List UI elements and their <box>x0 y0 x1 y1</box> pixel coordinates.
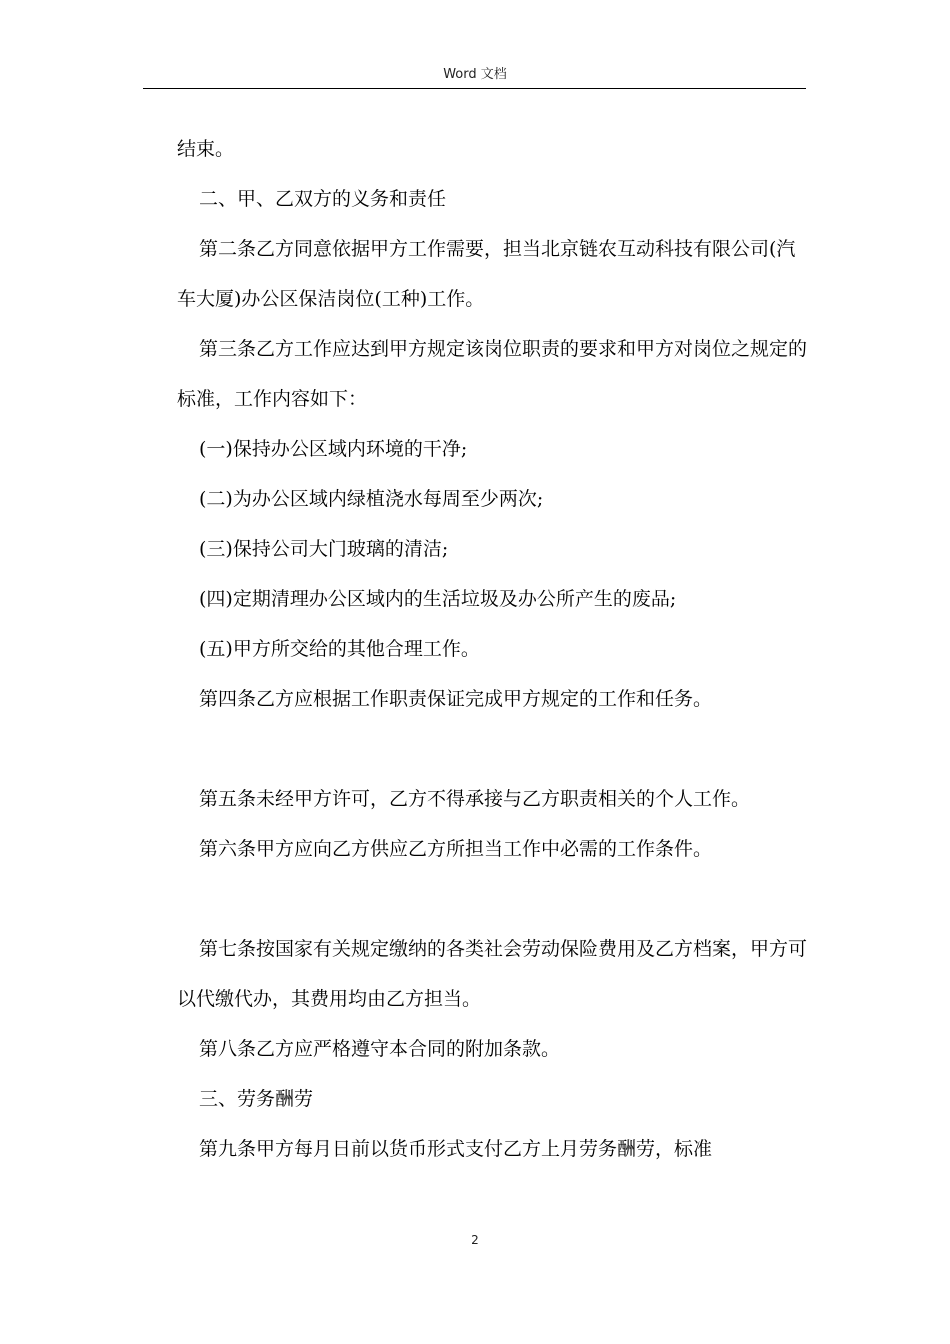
paragraph: 结束。 <box>177 138 235 160</box>
section-heading: 三、劳务酬劳 <box>199 1088 314 1110</box>
page-header: Word 文档 <box>443 67 507 82</box>
paragraph: 第二条乙方同意依据甲方工作需要，担当北京链农互动科技有限公司(汽车大厦)办公区保洁岗位(工种)工作。 <box>177 238 796 310</box>
list-item: (一)保持办公区域内环境的干净; <box>199 438 468 460</box>
paragraph: 第七条按国家有关规定缴纳的各类社会劳动保险费用及乙方档案，甲方可以代缴代办，其费用均由乙方担当。 <box>177 938 808 1010</box>
list-item: (四)定期清理办公区域内的生活垃圾及办公所产生的废品; <box>199 588 677 610</box>
list-item: (五)甲方所交给的其他合理工作。 <box>199 638 480 660</box>
page-number: 2 <box>471 1233 479 1247</box>
paragraph: 第三条乙方工作应达到甲方规定该岗位职责的要求和甲方对岗位之规定的标准，工作内容如下： <box>177 338 808 410</box>
blank-line <box>177 874 807 924</box>
list-item: (三)保持公司大门玻璃的清洁; <box>199 538 449 560</box>
blank-line <box>177 724 807 774</box>
document-body <box>177 124 807 1174</box>
paragraph: 第九条甲方每月日前以货币形式支付乙方上月劳务酬劳，标准 <box>199 1138 713 1160</box>
paragraph: 第四条乙方应根据工作职责保证完成甲方规定的工作和任务。 <box>199 688 713 710</box>
paragraph: 第八条乙方应严格遵守本合同的附加条款。 <box>199 1038 561 1060</box>
paragraph: 第六条甲方应向乙方供应乙方所担当工作中必需的工作条件。 <box>199 838 713 860</box>
header-divider <box>143 88 806 89</box>
paragraph: 第五条未经甲方许可，乙方不得承接与乙方职责相关的个人工作。 <box>199 788 751 810</box>
section-heading: 二、甲、乙双方的义务和责任 <box>199 188 447 210</box>
list-item: (二)为办公区域内绿植浇水每周至少两次; <box>199 488 544 510</box>
